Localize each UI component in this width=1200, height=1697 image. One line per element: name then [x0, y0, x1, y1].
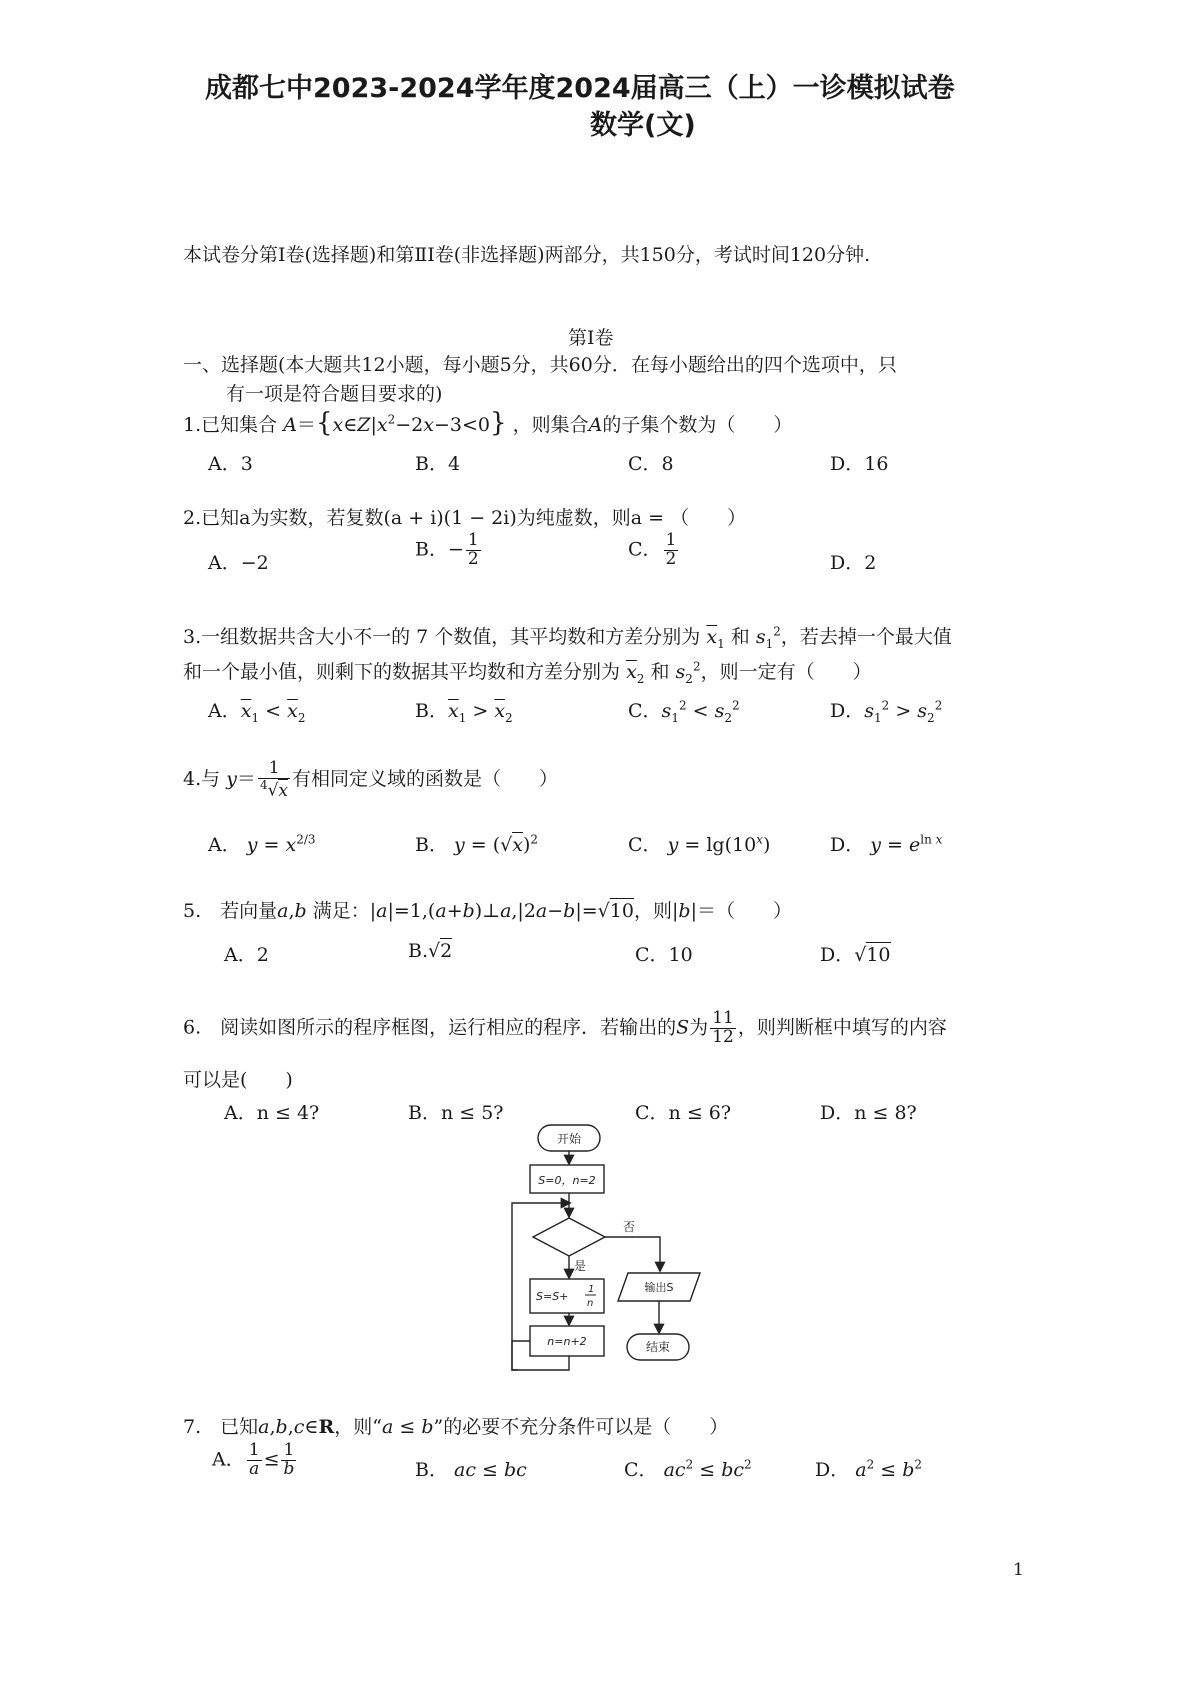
flow-init-label: S=0，n=2 [538, 1174, 596, 1187]
q3-option-b: B．$\overline{x}_1 > \overline{x}_2$ [415, 700, 513, 725]
q7-option-c: C． $ac^2 \le bc^2$ [624, 1457, 752, 1481]
section-header-line2: 有一项是符合题目要求的) [226, 383, 443, 405]
q3-option-a: A．$\overline{x}_1 < \overline{x}_2$ [208, 700, 306, 725]
question-6-line1: 6. 阅读如图所示的程序框图，运行相应的程序．若输出的S为 $\frac{11}{12}$ ，则判断框中填写的内容 [183, 1008, 947, 1047]
q3-option-c: C．$s_1^2 < s_2^2$ [628, 698, 740, 725]
q1-option-a: A．3 [208, 453, 253, 475]
flow-no-label: 否 [623, 1220, 636, 1234]
q1-option-d: D．16 [830, 453, 889, 475]
svg-text:n: n [587, 1298, 594, 1309]
flow-update-s-label: S=S+ [536, 1290, 569, 1303]
flow-yes-label: 是 [574, 1259, 587, 1273]
q7-option-b: B． ac ≤ bc [415, 1459, 527, 1481]
question-3-line2: 和一个最小值，则剩下的数据其平均数和方差分别为 $\overline{x}_2$ 和 $s_2^2$，则一定有（ ） [183, 659, 872, 686]
flow-decision-node [533, 1218, 605, 1256]
intro-text: 本试卷分第Ⅰ卷(选择题)和第ⅡⅠ卷(非选择题)两部分，共150分，考试时间120分钟. [183, 244, 871, 266]
q1-option-c: C．8 [628, 453, 674, 475]
q2-option-d: D．2 [830, 552, 877, 574]
exam-title: 成都七中2023-2024学年度2024届高三（上）一诊模拟试卷 [205, 73, 955, 104]
q4-option-a: A． $y = x^{2/3}$ [208, 832, 316, 856]
q6-option-c: C．n ≤ 6? [635, 1102, 732, 1124]
q6-option-d: D．n ≤ 8? [820, 1102, 917, 1124]
flow-start-label: 开始 [556, 1132, 582, 1146]
question-3-line1: 3.一组数据共含大小不一的 7 个数值，其平均数和方差分别为 $\overline{x}_1$ 和 $s_1^2$，若去掉一个最大值 [183, 624, 952, 651]
q4-option-b: B． $y = (√x)^2$ [415, 832, 539, 856]
flow-output-label: 输出S [644, 1281, 674, 1294]
q5-option-b: B.√2 [408, 940, 453, 962]
q1-option-b: B．4 [415, 453, 461, 475]
question-5: 5. 若向量a,b 满足：|a|=1,(a+b)⊥a,|2a−b|=√10，则|b|＝（ ） [183, 900, 792, 922]
exam-subtitle: 数学(文) [590, 110, 696, 141]
question-4: 4.与 y＝ $\frac{1}{^4√x}$ 有相同定义域的函数是（ ） [183, 758, 559, 801]
q6-option-b: B．n ≤ 5? [408, 1102, 504, 1124]
q2-option-c: C． $\frac{1}{2}$ [628, 530, 677, 569]
question-2: 2.已知a为实数，若复数(a + i)(1 − 2i)为纯虚数，则a = （ ） [183, 507, 747, 529]
q4-option-c: C． $y = \lg(10^x)$ [628, 832, 771, 856]
svg-text:1: 1 [588, 1284, 595, 1295]
section-header-line1: 一、选择题(本大题共12小题，每小题5分，共60分．在每小题给出的四个选项中，只 [183, 354, 897, 376]
q1-set-expr: $A=\{x\in Z|x^2-2x-3<0\}$ [283, 408, 507, 438]
question-7: 7. 已知a,b,c∈R，则“a ≤ b”的必要不充分条件可以是（ ） [183, 1416, 729, 1438]
q5-option-c: C．10 [635, 944, 693, 966]
q4-option-d: D． $y = e^{ln x}$ [830, 832, 943, 856]
page-number: 1 [1013, 1560, 1024, 1580]
q1-tail2: 的子集个数为（ ） [602, 414, 793, 436]
q7-option-a: A． $\frac{1}{a}$ ≤ $\frac{1}{b}$ [212, 1440, 295, 1479]
q6-option-a: A．n ≤ 4? [224, 1102, 320, 1124]
flow-update-n-label: n=n+2 [547, 1335, 587, 1348]
q3-option-d: D．$s_1^2 > s_2^2$ [830, 698, 943, 725]
q5-option-d: D．√10 [820, 944, 891, 966]
question-1: 1.已知集合 $A=\{x\in Z|x^2-2x-3<0\}$ ，则集合A的子集个数为（ ） [183, 408, 793, 438]
q7-option-d: D． $a^2 \le b^2$ [815, 1457, 923, 1481]
program-flowchart [500, 1120, 720, 1385]
q2-option-a: A．−2 [208, 552, 269, 574]
q5-option-a: A．2 [224, 944, 269, 966]
part-label: 第Ⅰ卷 [568, 327, 614, 349]
question-6-line2: 可以是( ) [183, 1069, 293, 1091]
q1-lead: 1.已知集合 [183, 414, 278, 436]
q2-option-b: B．− $\frac{1}{2}$ [415, 530, 479, 569]
flow-end-label: 结束 [645, 1340, 671, 1354]
q1-tail: ，则集合 [512, 414, 589, 436]
